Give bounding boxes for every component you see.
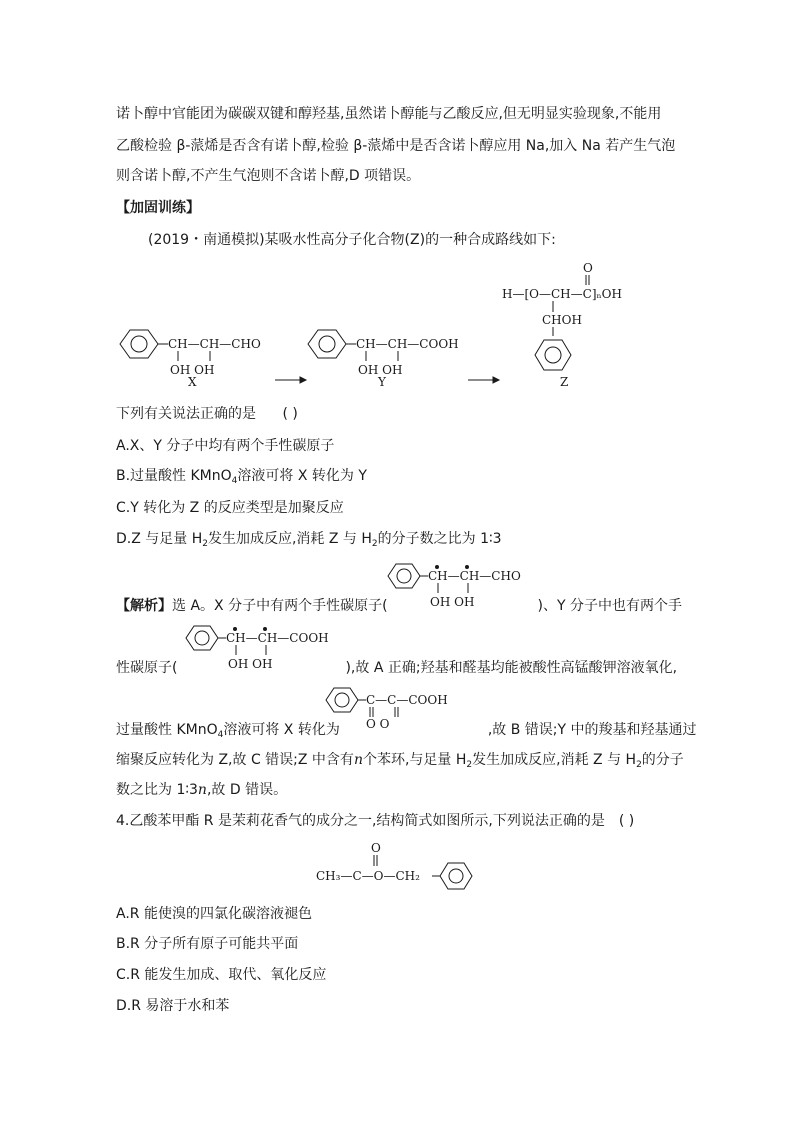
benzene-ring-x (120, 330, 158, 358)
answer-blank: ( ) (282, 406, 298, 422)
paragraph-line-1: 诺卜醇中官能团为碳碳双键和醇羟基,虽然诺卜醇能与乙酸反应,但无明显实验现象,不能用 (116, 106, 662, 122)
section-title: 【加固训练】 (116, 200, 200, 216)
benzene-ring-z (535, 340, 571, 370)
analysis-line-5: 数之比为 1∶3n,故 D 错误。 (116, 782, 288, 798)
analysis-line-2: 性碳原子( ),故 A 正确;羟基和醛基均能被酸性高锰酸钾溶液氧化, (116, 660, 678, 676)
svg-text:CH₃—C—O—CH₂: CH₃—C—O—CH₂ (316, 869, 420, 883)
y-hydroxyls: OH OH (358, 363, 403, 377)
z-carbonyl-o: O (583, 261, 593, 275)
q4-option-c: C.R 能发生加成、取代、氧化反应 (116, 967, 327, 983)
svg-text:OH OH: OH OH (228, 657, 273, 671)
z-side-chain: CHOH (542, 313, 582, 327)
analysis-line-3: 过量酸性 KMnO$_4$溶液可将 X 转化为 ,故 B 错误;Y 中的羧基和羟基通过 (116, 722, 697, 740)
question-prompt: 下列有关说法正确的是 ( ) (116, 406, 298, 422)
q4-option-d: D.R 易溶于水和苯 (116, 998, 230, 1014)
y-chain: CH—CH—COOH (356, 337, 459, 351)
option-a: A.X、Y 分子中均有两个手性碳原子 (116, 438, 335, 454)
paragraph-line-3: 则含诺卜醇,不产生气泡则不含诺卜醇,D 项错误。 (116, 168, 421, 184)
question4-structure (314, 838, 484, 890)
option-c: C.Y 转化为 Z 的反应类型是加聚反应 (116, 500, 344, 516)
option-d: D.Z 与足量 $H_2$发生加成反应,消耗 Z 与 $H_2$的分子数之比为 1∶3 (116, 531, 502, 549)
z-label: Z (560, 375, 569, 389)
x-hydroxyls: OH OH (170, 363, 215, 377)
x-chain: CH—CH—CHO (168, 337, 261, 351)
analysis-line-1: 【解析】选 A。X 分子中有两个手性碳原子( )、Y 分子中也有两个手 (116, 598, 682, 614)
q4-option-b: B.R 分子所有原子可能共平面 (116, 936, 299, 952)
z-polymer-chain: H—[O—CH—C]ₙOH (502, 287, 622, 301)
reaction-scheme (110, 258, 650, 392)
q4-option-a: A.R 能使溴的四氯化碳溶液褪色 (116, 906, 312, 922)
benzene-ring-r (440, 863, 472, 889)
svg-text:CH—CH—CHO: CH—CH—CHO (428, 569, 521, 583)
question-stem: (2019・南通模拟)某吸水性高分子化合物(Z)的一种合成路线如下: (148, 232, 556, 248)
benzene-ring-y (308, 330, 346, 358)
svg-text:OH OH: OH OH (430, 595, 475, 609)
paragraph-line-2: 乙酸检验 β-蒎烯是否含有诺卜醇,检验 β-蒎烯中是否含诺卜醇应用 Na,加入 Na 若产生气泡 (116, 138, 676, 154)
svg-text:O: O (371, 841, 381, 855)
analysis-line-4: 缩聚反应转化为 Z,故 C 错误;Z 中含有n个苯环,与足量 $H_2$发生加成反应,消耗 Z 与 $H_2$的分子 (116, 752, 684, 770)
x-label: X (188, 375, 197, 389)
svg-text:CH—CH—COOH: CH—CH—COOH (226, 631, 329, 645)
svg-text:C—C—COOH: C—C—COOH (366, 693, 448, 707)
y-label: Y (378, 375, 386, 389)
option-b: B.过量酸性 KMnO$_4$溶液可将 X 转化为 Y (116, 468, 367, 486)
svg-text:O O: O O (366, 717, 390, 731)
question4-stem: 4.乙酸苯甲酯 R 是茉莉花香气的成分之一,结构简式如图所示,下列说法正确的是 ( ) (116, 813, 635, 829)
